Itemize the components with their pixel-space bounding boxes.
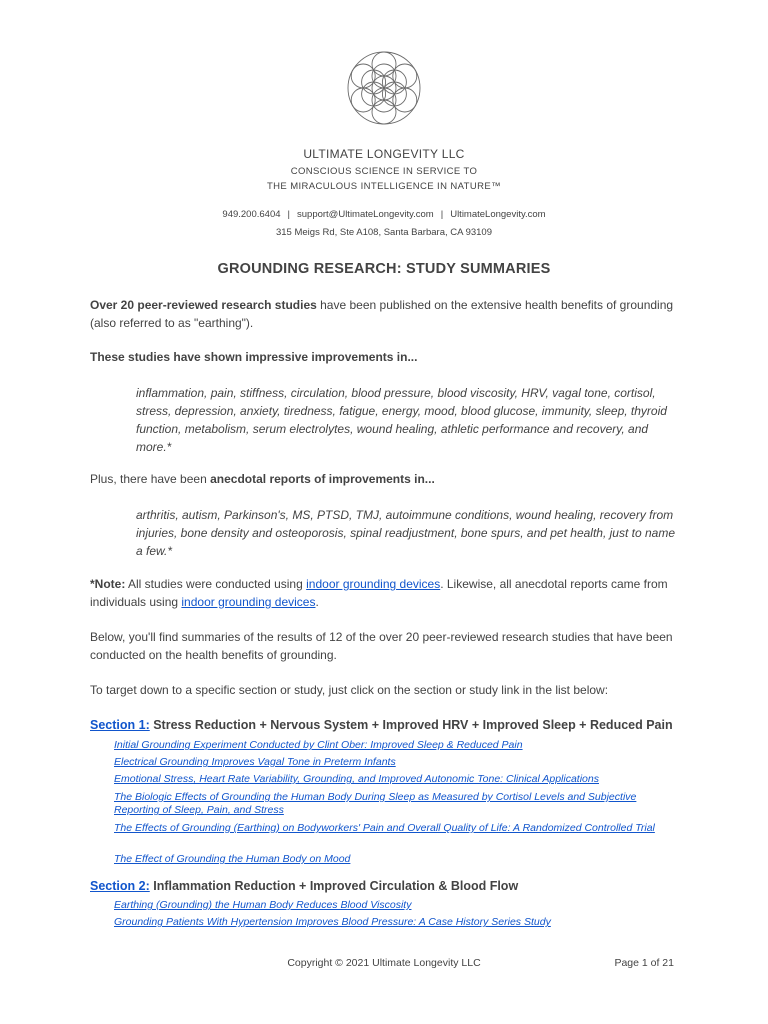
anecdotal-list: arthritis, autism, Parkinson's, MS, PTSD, TMJ, autoimmune conditions, wound healing, recovery from injuries, bone density and osteoporosis, spinal readjustment, bone spurs, and pet health, just to name a few.* [136, 508, 675, 558]
improvements-list: inflammation, pain, stiffness, circulation, blood pressure, blood viscosity, HRV, vagal tone, cortisol, stress, depression, anxiety, tiredness, fatigue, energy, mood, blood glucose, immunity, sleep, thyroid function, metabolism, serum electrolytes, wound healing, athletic performance and recovery, and more.* [136, 386, 667, 454]
page-number: Page 1 of 21 [614, 957, 674, 969]
study-link[interactable]: Grounding Patients With Hypertension Improves Blood Pressure: A Case History Series Study [114, 916, 551, 928]
section-2-title: Inflammation Reduction + Improved Circulation & Blood Flow [149, 879, 519, 893]
anecdotal-prefix: Plus, there have been [90, 472, 211, 486]
target-paragraph: To target down to a specific section or study, just click on the section or study link in the list below: [90, 683, 609, 697]
section-1-title: Stress Reduction + Nervous System + Improved HRV + Improved Sleep + Reduced Pain [149, 718, 673, 732]
study-link[interactable]: Initial Grounding Experiment Conducted by Clint Ober: Improved Sleep & Reduced Pain [114, 739, 523, 751]
intro-bold-text: Over 20 peer-reviewed research studies [90, 298, 317, 312]
section-1-link[interactable]: Section 1: [90, 718, 150, 732]
flower-of-life-logo-icon [346, 48, 422, 128]
note-paragraph [90, 576, 690, 611]
section-2-heading [90, 879, 690, 893]
anecdotal-bold-text: anecdotal reports of improvements in... [210, 472, 435, 486]
footer-copyright: Copyright © 2021 Ultimate Longevity LLC [287, 957, 481, 969]
note-text: All studies were conducted using [125, 577, 307, 591]
separator: | [440, 209, 444, 220]
email-address[interactable]: support@UltimateLongevity.com [297, 209, 434, 220]
phone-number: 949.200.6404 [222, 209, 281, 220]
indoor-grounding-devices-link[interactable]: indoor grounding devices [306, 577, 441, 591]
study-link[interactable]: The Effect of Grounding the Human Body on Mood [114, 853, 351, 865]
section-1-heading [90, 718, 690, 732]
mailing-address: 315 Meigs Rd, Ste A108, Santa Barbara, CA 93109 [275, 227, 492, 238]
tagline-line-2: THE MIRACULOUS INTELLIGENCE IN NATURE™ [266, 181, 502, 192]
below-paragraph: Below, you'll find summaries of the results of 12 of the over 20 peer-reviewed research studies that have been conducted on the health benefits of grounding. [90, 630, 673, 662]
improvements-heading: These studies have shown impressive improvements in... [90, 350, 418, 364]
study-link[interactable]: Earthing (Grounding) the Human Body Reduces Blood Viscosity [114, 899, 412, 911]
note-text: . Likewise, all anecdotal reports came from individuals using [90, 577, 668, 609]
company-name: ULTIMATE LONGEVITY LLC [303, 147, 465, 161]
separator: | [287, 209, 290, 220]
intro-text: have been published on the extensive health benefits of grounding (also referred to as "earthing"). [90, 298, 674, 330]
note-text: . [315, 594, 319, 609]
note-label: *Note: [90, 577, 126, 591]
study-link[interactable]: Emotional Stress, Heart Rate Variability, Grounding, and Improved Autonomic Tone: Clinical Applications [114, 773, 599, 785]
section-2-link[interactable]: Section 2: [90, 879, 150, 893]
study-link[interactable]: The Biologic Effects of Grounding the Human Body During Sleep as Measured by Cortisol Levels and Subjective Reporting of Sleep, Pain, and Stress [114, 791, 637, 816]
study-link[interactable]: Electrical Grounding Improves Vagal Tone in Preterm Infants [114, 756, 396, 768]
tagline-line-1: CONSCIOUS SCIENCE IN SERVICE TO [290, 166, 478, 177]
anecdotal-paragraph [90, 471, 690, 489]
website-link[interactable]: UltimateLongevity.com [450, 209, 546, 220]
contact-line [0, 209, 768, 220]
document-title: GROUNDING RESEARCH: STUDY SUMMARIES [217, 261, 551, 277]
study-link[interactable]: The Effects of Grounding (Earthing) on Bodyworkers' Pain and Overall Quality of Life: A Randomized Controlled Trial [114, 822, 655, 834]
intro-paragraph [90, 297, 690, 332]
indoor-grounding-devices-link[interactable]: indoor grounding devices [181, 594, 316, 609]
